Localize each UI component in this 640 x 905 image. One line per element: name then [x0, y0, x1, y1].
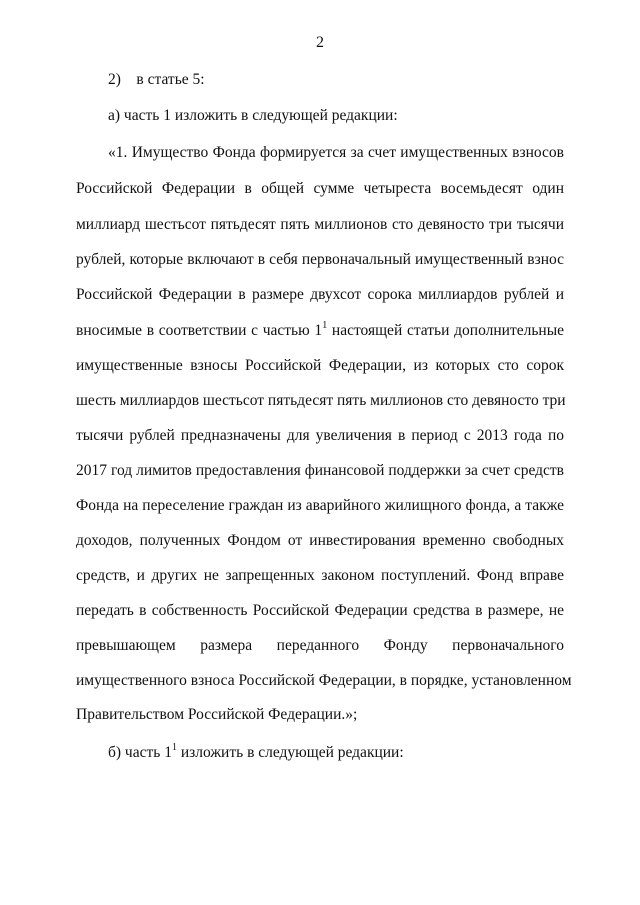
quote-line: имущественные взносы Российской Федерации, из которых сто сорок — [76, 357, 564, 374]
item-2-number: 2) — [108, 71, 121, 88]
quote-line: рублей, которые включают в себя первоначальный имущественный взнос — [76, 251, 564, 268]
quote-line-part: вносимые в соответствии с частью 1 — [76, 322, 323, 339]
quote-line: Российской Федерации в размере двухсот сорока миллиардов рублей и — [76, 286, 564, 303]
subitem-b-part: изложить в следующей редакции: — [176, 744, 404, 761]
quote-line: 2017 год лимитов предоставления финансовой поддержки за счет средств — [76, 462, 564, 479]
quote-line: шесть миллиардов шестьсот пятьдесят пять миллионов сто девяносто три — [76, 392, 566, 409]
quote-line: «1. Имущество Фонда формируется за счет имущественных взносов — [108, 144, 564, 161]
quote-line: доходов, полученных Фондом от инвестирования временно свободных — [76, 532, 564, 549]
quote-line: средств, и других не запрещенных законом поступлений. Фонд вправе — [76, 567, 564, 584]
quote-line: Российской Федерации в общей сумме четыреста восемьдесят один — [76, 180, 564, 197]
item-2-heading — [108, 71, 205, 89]
subitem-a: а) часть 1 изложить в следующей редакции: — [108, 107, 398, 124]
quote-line-with-superscript — [76, 319, 564, 340]
quote-line-part: настоящей статьи дополнительные — [327, 322, 564, 339]
subitem-b-part: б) часть 1 — [108, 744, 172, 761]
quote-line: имущественного взноса Российской Федерации, в порядке, установленном — [76, 672, 572, 689]
quote-line: превышающем размера переданного Фонду первоначального — [76, 637, 564, 654]
quote-line: Правительством Российской Федерации.»; — [76, 706, 358, 723]
subitem-b — [108, 741, 404, 762]
superscript: 1 — [171, 741, 177, 753]
quote-line: передать в собственность Российской Федерации средства в размере, не — [76, 602, 564, 619]
superscript: 1 — [322, 319, 328, 331]
quote-line: миллиард шестьсот пятьдесят пять миллионов сто девяносто три тысячи — [76, 216, 564, 233]
quote-line: тысячи рублей предназначены для увеличения в период с 2013 года по — [76, 427, 564, 444]
quote-line: Фонда на переселение граждан из аварийного жилищного фонда, а также — [76, 497, 564, 514]
item-2-text: в статье 5: — [136, 71, 205, 88]
page-number: 2 — [316, 34, 324, 51]
